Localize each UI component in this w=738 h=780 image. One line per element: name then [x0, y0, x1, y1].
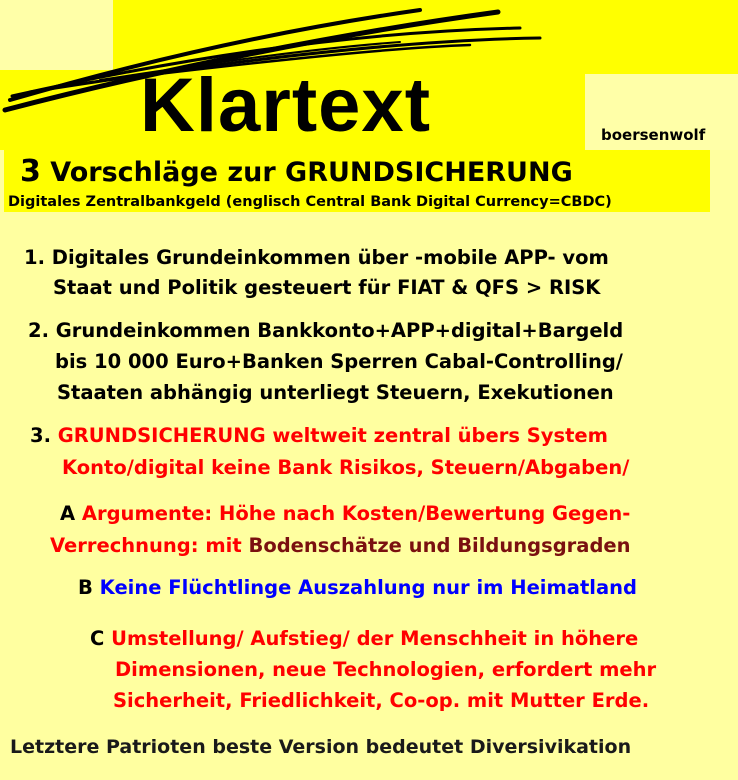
item-a-text-dark: Bodenschätze und Bildungsgraden	[248, 534, 631, 557]
item-a-line-1	[60, 501, 630, 527]
item-c-line-3: Sicherheit, Friedlichkeit, Co-op. mit Mutter Erde.	[113, 689, 650, 712]
item-a-letter: A	[60, 502, 76, 525]
item-2-line-2: bis 10 000 Euro+Banken Sperren Cabal-Controlling/	[55, 350, 623, 373]
page-title: Klartext	[140, 63, 431, 148]
item-3-text: GRUNDSICHERUNG weltweit zentral übers System	[57, 424, 608, 447]
item-2-line-3: Staaten abhängig unterliegt Steuern, Exekutionen	[57, 381, 614, 404]
item-1-line-1: 1. Digitales Grundeinkommen über -mobile APP- vom	[24, 246, 609, 269]
item-1-line-2: Staat und Politik gesteuert für FIAT & QFS > RISK	[53, 276, 601, 299]
headline-number: 3	[20, 154, 41, 189]
item-c-text: Umstellung/ Aufstieg/ der Menschheit in höhere	[111, 627, 639, 650]
headline-subtitle: Digitales Zentralbankgeld (englisch Central Bank Digital Currency=CBDC)	[8, 194, 612, 210]
item-a-text-red: Verrechnung: mit	[50, 534, 242, 557]
item-c-letter: C	[90, 627, 105, 650]
item-a-text: Argumente: Höhe nach Kosten/Bewertung Gegen-	[81, 502, 631, 525]
item-3-line-2: Konto/digital keine Bank Risikos, Steuern/Abgaben/	[62, 456, 630, 479]
headline	[20, 156, 573, 189]
item-c-line-2: Dimensionen, neue Technologien, erfordert mehr	[115, 658, 657, 681]
item-b-letter: B	[78, 576, 93, 599]
headline-text: Vorschläge zur GRUNDSICHERUNG	[50, 157, 573, 188]
item-b-line	[78, 575, 637, 601]
author-name: boersenwolf	[601, 126, 706, 144]
item-2-line-1: 2. Grundeinkommen Bankkonto+APP+digital+Bargeld	[28, 319, 624, 342]
item-b-text: Keine Flüchtlinge Auszahlung nur im Heimatland	[99, 576, 637, 599]
footer-text: Letztere Patrioten beste Version bedeutet Diversivikation	[10, 736, 632, 758]
item-c-line-1	[90, 626, 638, 652]
item-3-prefix: 3.	[30, 424, 51, 447]
item-a-line-2	[50, 533, 631, 559]
item-3-line-1	[30, 423, 608, 449]
